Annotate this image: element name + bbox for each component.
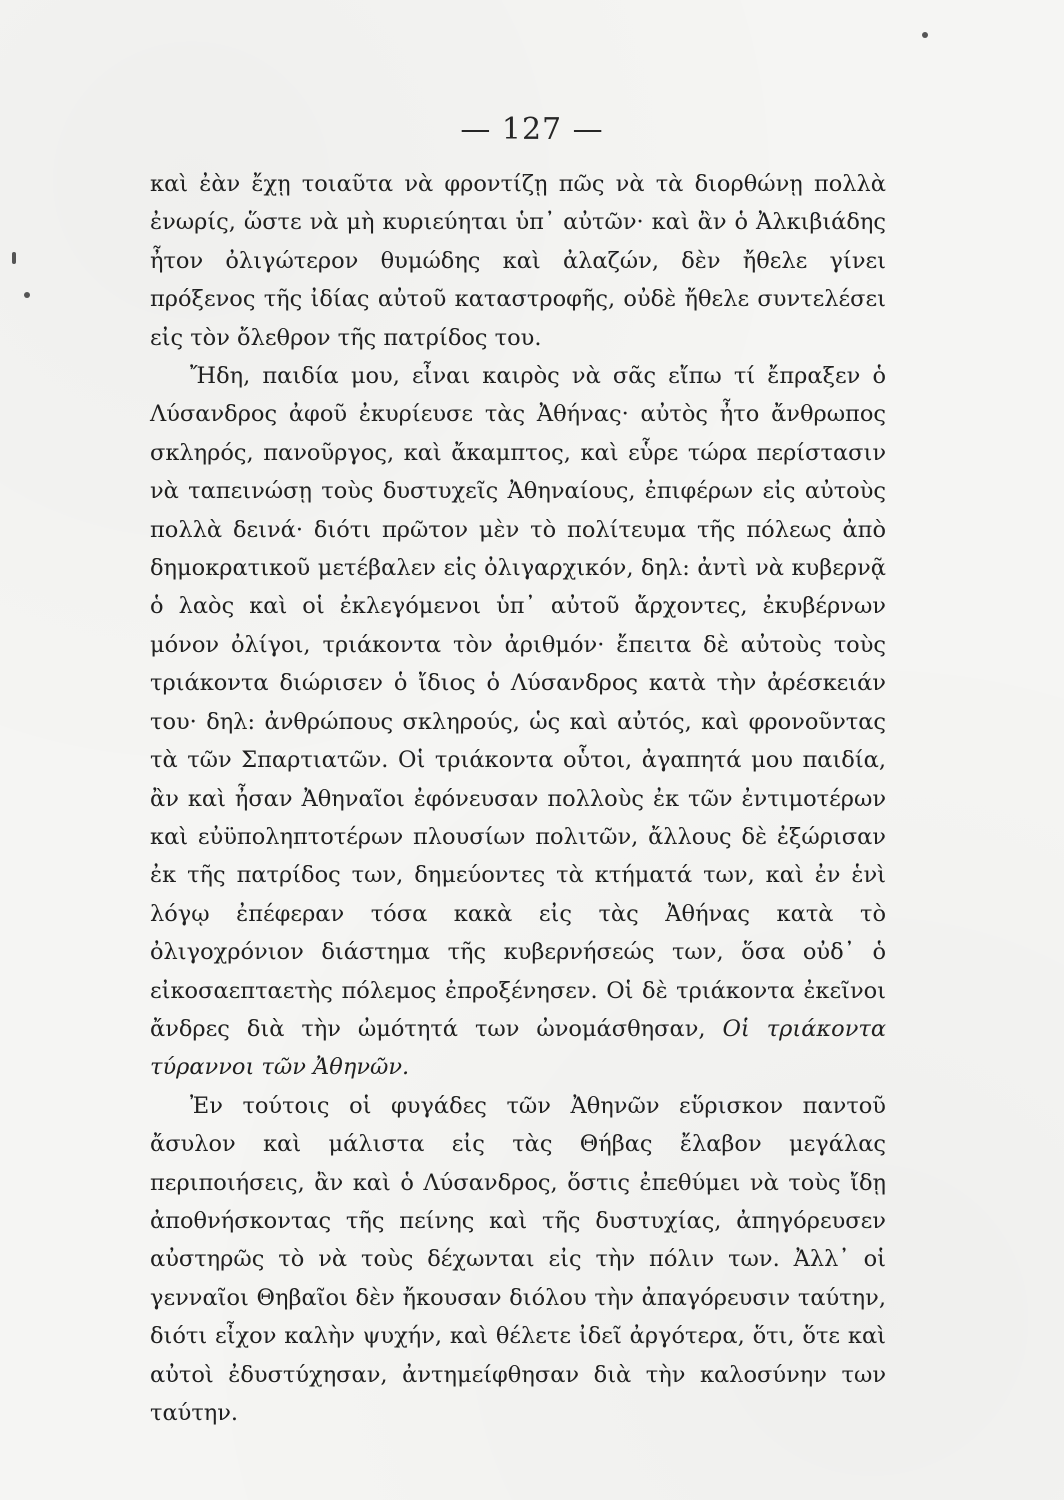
paragraph-1: καὶ ἐὰν ἔχῃ τοιαῦτα νὰ φροντίζῃ πῶς νὰ τὰ διορθώνῃ πολλὰ ἐνωρίς, ὥστε νὰ μὴ κυριεύηται ὑπ᾽ αὐτῶν· καὶ ἂν ὁ Ἀλκιβιάδης ἦτον ὀλιγώτερον θυμώδης καὶ ἀλαζών, δὲν ἤθελε γίνει πρόξενος τῆς ἰδίας αὐτοῦ καταστροφῆς, οὐδὲ ἤθελε συντελέσει εἰς τὸν ὄλεθρον τῆς πατρίδος του. xyxy=(150,171,886,351)
paragraph-2-italic-phrase: Οἱ τριάκοντα τύραννοι τῶν Ἀθηνῶν. xyxy=(150,1015,887,1081)
ink-speck xyxy=(922,32,928,38)
paragraph-2-text: Ἤδη, παιδία μου, εἶναι καιρὸς νὰ σᾶς εἴπω τί ἔπραξεν ὁ Λύσανδρος ἀφοῦ ἐκυρίευσε τὰς Ἀθήνας· αὐτὸς ἦτο ἄνθρωπος σκληρός, πανοῦργος, καὶ ἄκαμπτος, καὶ εὗρε τώρα περίστασιν νὰ ταπεινώσῃ τοὺς δυστυχεῖς Ἀθηναίους, ἐπιφέρων εἰς αὐτοὺς πολλὰ δεινά· διότι πρῶτον μὲν τὸ πολίτευμα τῆς πόλεως ἀπὸ δημοκρατικοῦ μετέβαλεν εἰς ὀλιγαρχικόν, δηλ: ἀντὶ νὰ κυβερνᾷ ὁ λαὸς καὶ οἱ ἐκλεγόμενοι ὑπ᾽ αὐτοῦ ἄρχοντες, ἐκυβέρνων μόνον ὀλίγοι, τριάκοντα τὸν ἀριθμόν· ἔπειτα δὲ αὐτοὺς τοὺς τριάκοντα διώρισεν ὁ ἴδιος ὁ Λύσανδρος κατὰ τὴν ἀρέσκειάν του· δηλ: ἀνθρώπους σκληρούς, ὡς καὶ αὐτός, καὶ φρονοῦντας τὰ τῶν Σπαρτιατῶν. Οἱ τριάκοντα οὗτοι, ἀγαπητά μου παιδία, ἂν καὶ ἦσαν Ἀθηναῖοι ἐφόνευσαν πολλοὺς ἐκ τῶν ἐντιμοτέρων καὶ εὐϋποληπτοτέρων πλουσίων πολιτῶν, ἄλλους δὲ ἐξώρισαν ἐκ τῆς πατρίδος των, δημεύοντες τὰ κτήματά των, καὶ ἐν ἑνὶ λόγῳ ἐπέφεραν τόσα κακὰ εἰς τὰς Ἀθήνας κατὰ τὸ ὀλιγοχρόνιον διάστημα τῆς κυβερνήσεώς των, ὅσα οὐδ᾽ ὁ εἰκοσαεπταετὴς πόλεμος ἐπροξένησεν. Οἱ δὲ τριάκοντα ἐκεῖνοι ἄνδρες διὰ τὴν ὠμότητά των ὠνομάσθησαν, xyxy=(150,363,886,1042)
paragraph-3: Ἐν τούτοις οἱ φυγάδες τῶν Ἀθηνῶν εὕρισκον παντοῦ ἄσυλον καὶ μάλιστα εἰς τὰς Θήβας ἔλαβον μεγάλας περιποιήσεις, ἂν καὶ ὁ Λύσανδρος, ὅστις ἐπεθύμει νὰ τοὺς ἴδῃ ἀποθνήσκοντας τῆς πείνης καὶ τῆς δυστυχίας, ἀπηγόρευσεν αὐστηρῶς τὸ νὰ τοὺς δέχωνται εἰς τὴν πόλιν των. Ἀλλ᾽ οἱ γενναῖοι Θηβαῖοι δὲν ἤκουσαν διόλου τὴν ἀπαγόρευσιν ταύτην, διότι εἶχον καλὴν ψυχήν, καὶ θέλετε ἰδεῖ ἀργότερα, ὅτι, ὅτε καὶ αὐτοὶ ἐδυστύχησαν, ἀντημείφθησαν διὰ τὴν καλοσύνην των ταύτην. xyxy=(150,1092,886,1426)
page-number: — 127 — xyxy=(460,112,604,147)
page-body xyxy=(150,165,886,1432)
paragraph-2 xyxy=(150,357,886,1087)
ink-speck xyxy=(24,292,30,298)
ink-speck xyxy=(12,252,16,264)
